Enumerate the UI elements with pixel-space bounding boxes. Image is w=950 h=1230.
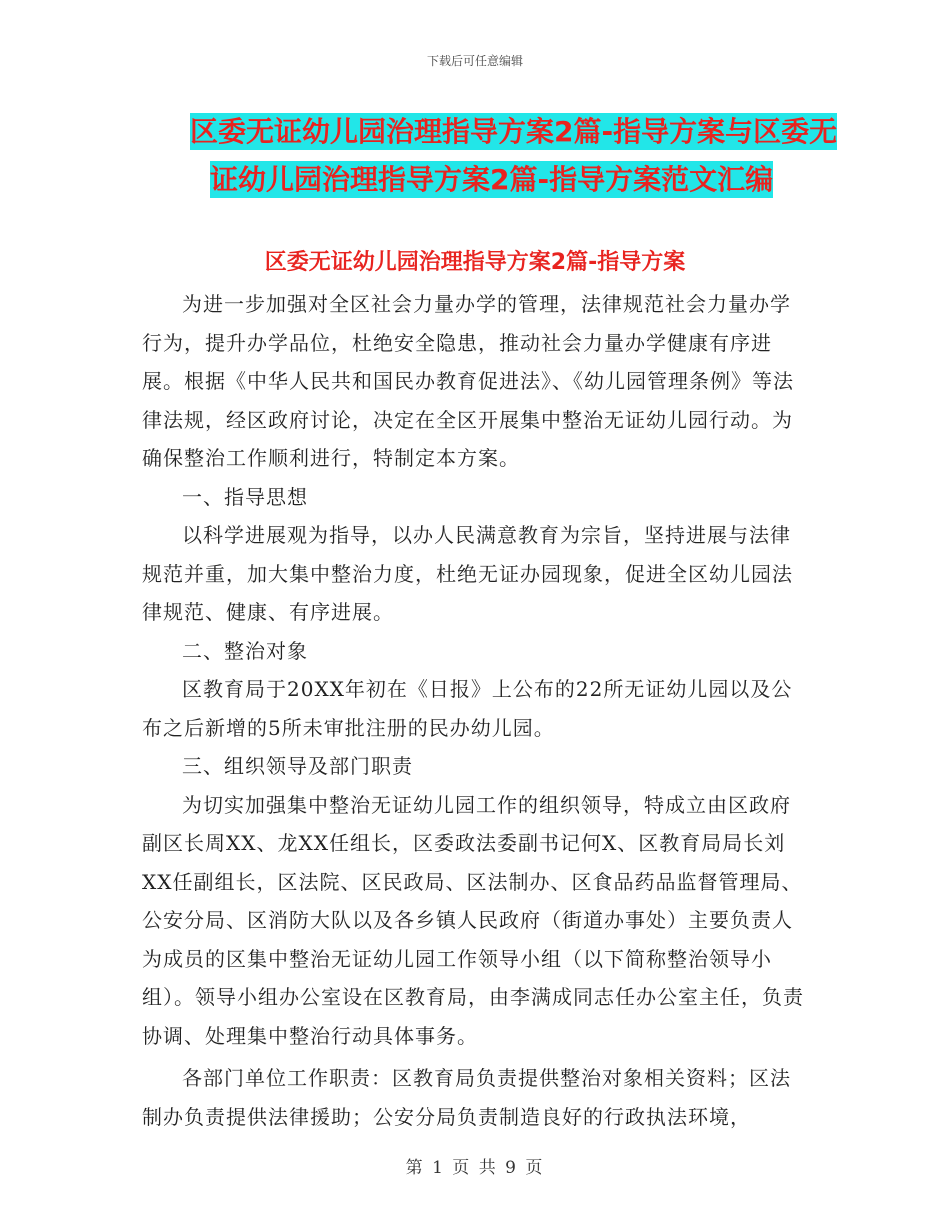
document-sub-title: 区委无证幼儿园治理指导方案2篇-指导方案 [264, 250, 686, 275]
body-paragraph: 为进一步加强对全区社会力量办学的管理，法律规范社会力量办学行为，提升办学品位，杜绝安全隐患，推动社会力量办学健康有序进展。根据《中华人民共和国民办教育促进法》、《幼儿园管理条例》等法律法规，经区政府讨论，决定在全区开展集中整治无证幼儿园行动。为确保整治工作顺利进行，特制定本方案。 [142, 292, 794, 470]
main-title-line-1-text: 区委无证幼儿园治理指导方案2篇-指导方案与区委无 [190, 115, 838, 148]
body-paragraph: 以科学进展观为指导，以办人民满意教育为宗旨，坚持进展与法律规范并重，加大集中整治力度，杜绝无证办园现象，促进全区幼儿园法律规范、健康、有序进展。 [142, 523, 793, 624]
main-title-line-2 [150, 156, 850, 204]
section-heading: 二、整治对象 [182, 638, 308, 663]
body-paragraph: 各部门单位工作职责：区教育局负责提供整治对象相关资料；区法制办负责提供法律援助；公安分局负责制造良好的行政执法环境， [142, 1066, 791, 1129]
document-body [142, 285, 810, 1136]
page-footer: 第 1 页 共 9 页 [405, 1158, 545, 1178]
header-note: 下载后可任意编辑 [426, 54, 523, 68]
main-title-line-2-text: 证幼儿园治理指导方案2篇-指导方案范文汇编 [210, 163, 774, 196]
body-paragraph: 为切实加强集中整治无证幼儿园工作的组织领导，特成立由区政府副区长周XX、龙XX任组长，区委政法委副书记何X、区教育局局长刘XX任副组长，区法院、区民政局、区法制办、区食品药品监督管理局、公安分局、区消防大队以及各乡镇人民政府（街道办事处）主要负责人为成员的区集中整治无证幼儿园工作领导小组（以下简称整治领导小组）。领导小组办公室设在区教育局，由李满成同志任办公室主任，负责协调、处理集中整治行动具体事务。 [142, 792, 804, 1048]
document-main-title [150, 108, 850, 204]
section-heading: 三、组织领导及部门职责 [182, 754, 413, 778]
body-paragraph: 区教育局于20XX年初在《日报》上公布的22所无证幼儿园以及公布之后新增的5所未审批注册的民办幼儿园。 [142, 677, 793, 740]
main-title-line-1 [150, 108, 850, 156]
section-heading: 一、指导思想 [182, 484, 308, 509]
